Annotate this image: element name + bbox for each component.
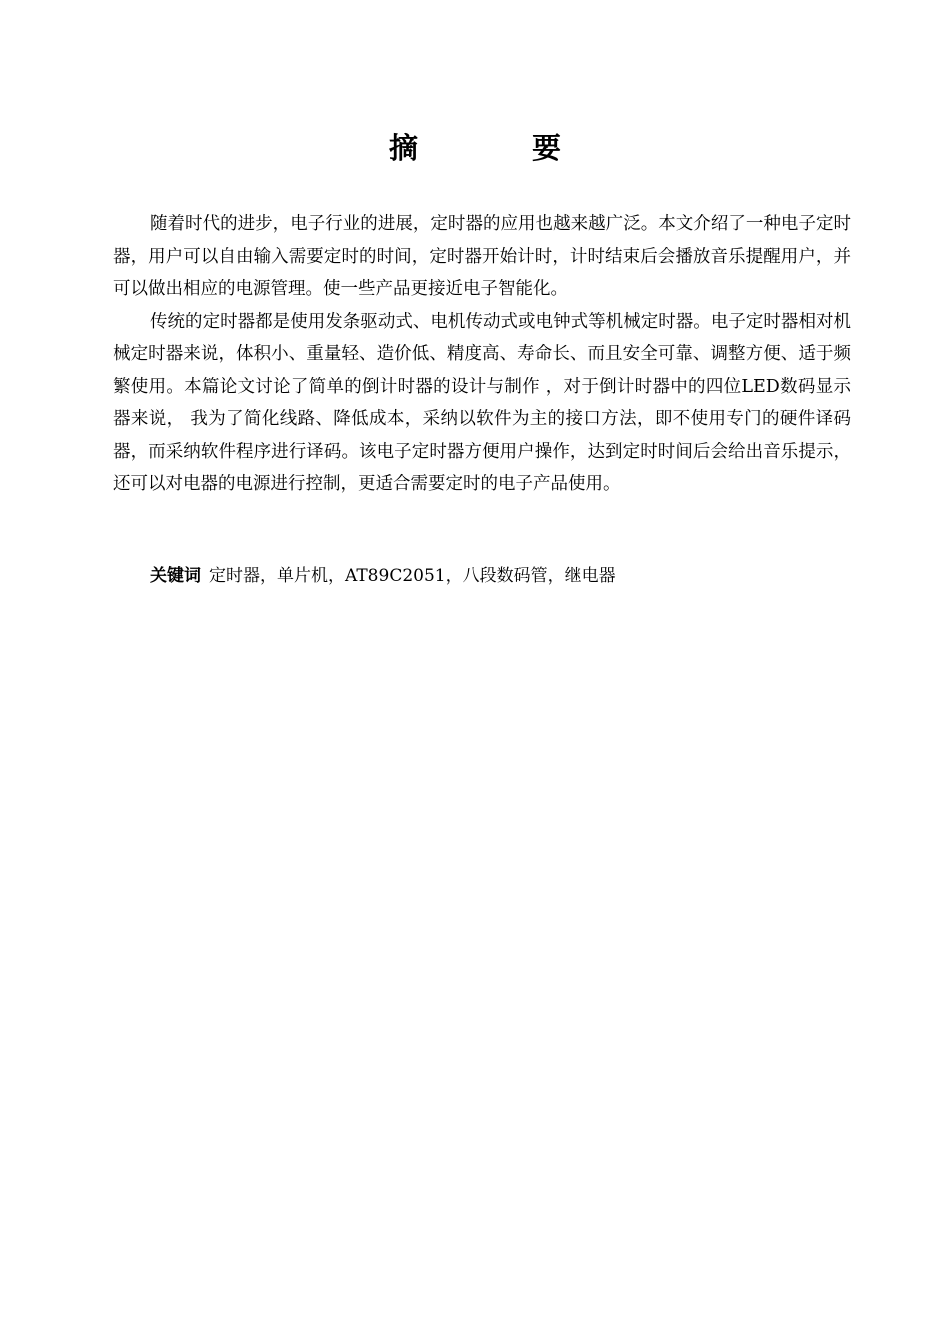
abstract-paragraph-2: 传统的定时器都是使用发条驱动式、电机传动式或电钟式等机械定时器。电子定时器相对机械定时器来说，体积小、重量轻、造价低、精度高、寿命长、而且安全可靠、调整方便、适于频繁使用。本篇论文讨论了简单的倒计时器的设计与制作 ，对于倒计时器中的四位LED数码显示器来说， 我为了简化线路、降低成本，采纳以软件为主的接口方法，即不使用专门的硬件译码器，而采纳软件程序进行译码。该电子定时器方便用户操作，达到定时时间后会给出音乐提示，还可以对电器的电源进行控制，更适合需要定时的电子产品使用。	[113, 311, 851, 494]
keywords-text: 定时器，单片机，AT89C2051，八段数码管，继电器	[209, 566, 616, 586]
keywords-label: 关键词	[150, 566, 201, 586]
keywords-line	[150, 562, 850, 590]
abstract-paragraph-1: 随着时代的进步，电子行业的进展，定时器的应用也越来越广泛。本文介绍了一种电子定时器，用户可以自由输入需要定时的时间，定时器开始计时，计时结束后会播放音乐提醒用户，并可以做出相应的电源管理。使一些产品更接近电子智能化。	[113, 214, 851, 299]
abstract-body	[113, 208, 851, 501]
abstract-title: 摘 要	[388, 131, 614, 165]
